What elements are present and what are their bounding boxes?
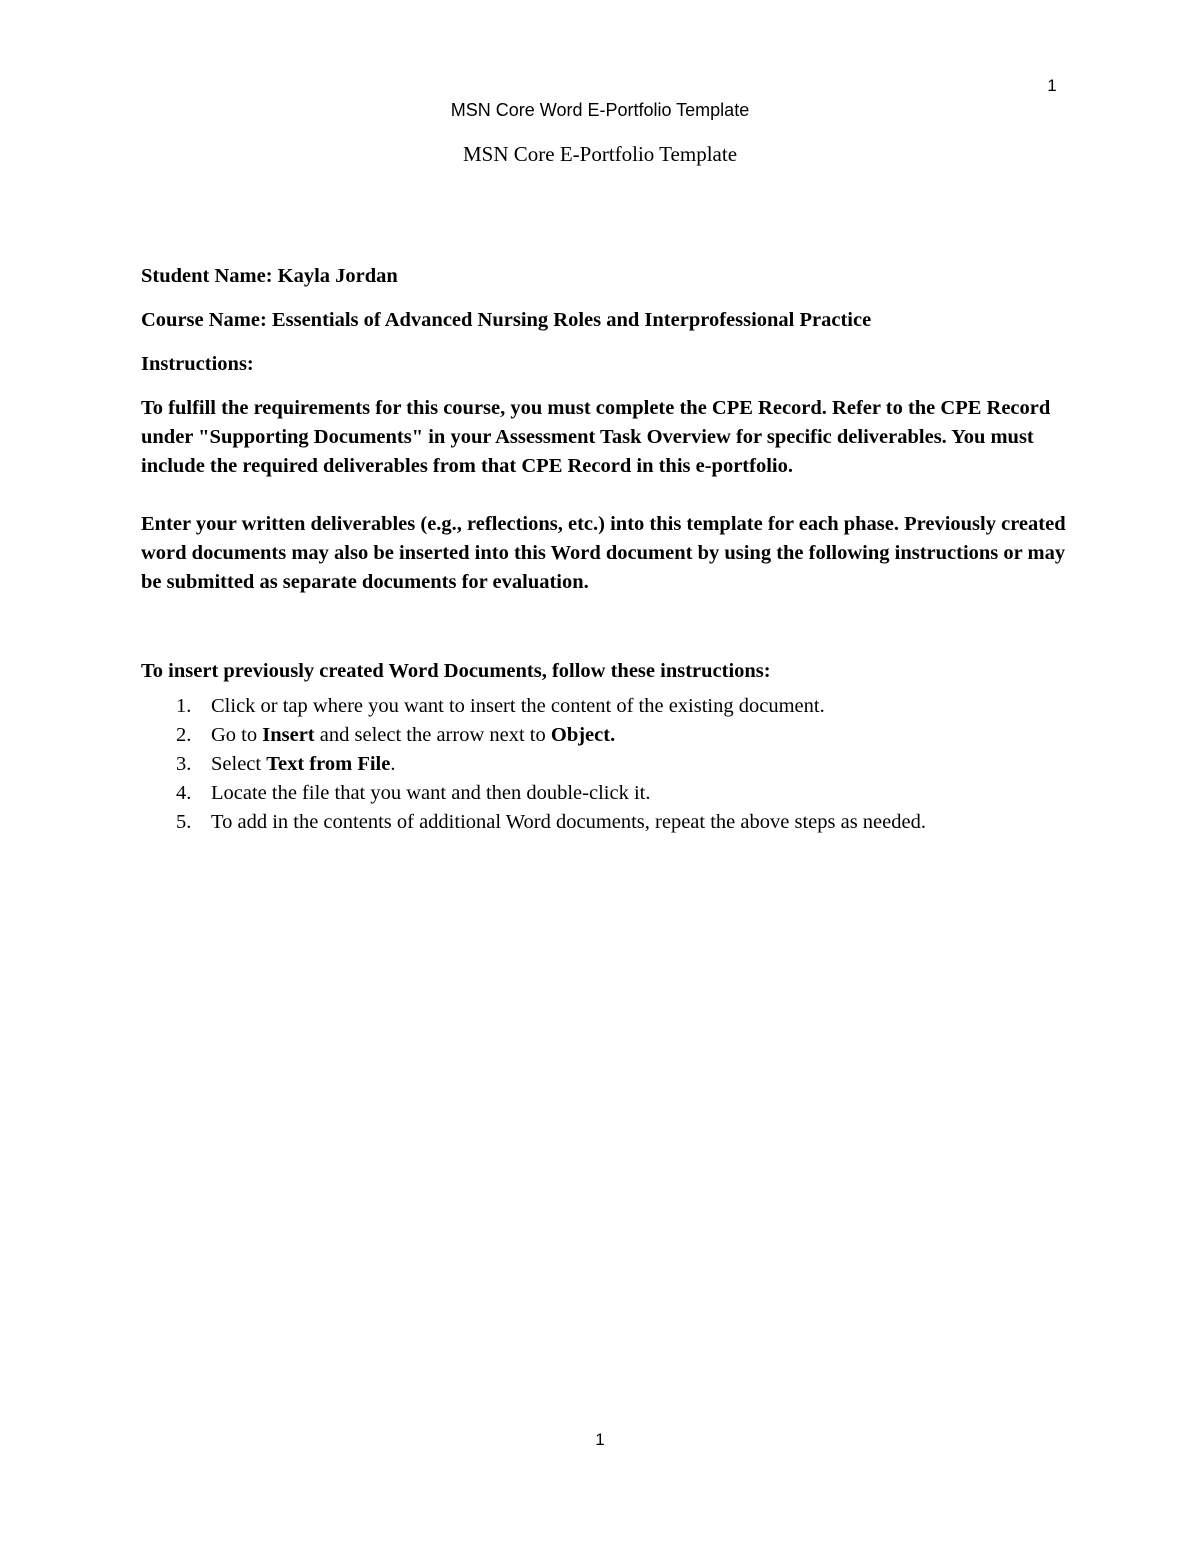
step-text xyxy=(211,750,395,779)
document-body xyxy=(141,262,1071,837)
header-page-number: 1 xyxy=(1047,76,1057,95)
course-name: Course Name: Essentials of Advanced Nursing Roles and Interprofessional Practice xyxy=(141,309,872,331)
list-item xyxy=(141,692,1071,721)
list-item xyxy=(141,779,1071,808)
step-number: 3. xyxy=(176,753,192,775)
instructions-paragraph-2: Enter your written deliverables (e.g., reflections, etc.) into this template for each phase. Previously created word documents may also be inserted into this Word document by using the following instructions or may be submitted as separate documents for evaluation. xyxy=(141,513,1066,593)
step-number: 4. xyxy=(176,782,192,804)
instructions-paragraph-1: To fulfill the requirements for this course, you must complete the CPE Record. Refer to the CPE Record under "Supporting Documents" in your Assessment Task Overview for specific deliverables. You must include the required deliverables from that CPE Record in this e-portfolio. xyxy=(141,397,1051,477)
footer-page-number: 1 xyxy=(595,1430,605,1449)
spacer xyxy=(141,597,1071,657)
steps-list xyxy=(141,692,1071,837)
insert-instructions-heading: To insert previously created Word Documents, follow these instructions: xyxy=(141,660,771,682)
step-text: To add in the contents of additional Word documents, repeat the above steps as needed. xyxy=(211,811,926,833)
instructions-heading: Instructions: xyxy=(141,353,254,375)
step-number: 5. xyxy=(176,811,192,833)
step-number: 2. xyxy=(176,724,192,746)
list-item xyxy=(141,808,1071,837)
list-item xyxy=(141,750,1071,779)
step-text xyxy=(211,721,615,750)
step-bold-term: Object. xyxy=(550,724,616,746)
step-number: 1. xyxy=(176,695,192,717)
student-name: Student Name: Kayla Jordan xyxy=(141,265,398,287)
step-text-part: Go to xyxy=(211,724,263,746)
spacer xyxy=(141,481,1071,510)
step-text: Click or tap where you want to insert the content of the existing document. xyxy=(211,695,825,717)
step-text-part: . xyxy=(390,753,396,775)
list-item xyxy=(141,721,1071,750)
step-bold-term: Text from File xyxy=(266,753,391,775)
step-text-part: and select the arrow next to xyxy=(314,724,551,746)
step-text-part: Select xyxy=(211,753,267,775)
step-text: Locate the file that you want and then double-click it. xyxy=(211,782,651,804)
step-bold-term: Insert xyxy=(262,724,315,746)
header-title: MSN Core Word E-Portfolio Template xyxy=(450,100,750,120)
document-title: MSN Core E-Portfolio Template xyxy=(462,142,738,166)
